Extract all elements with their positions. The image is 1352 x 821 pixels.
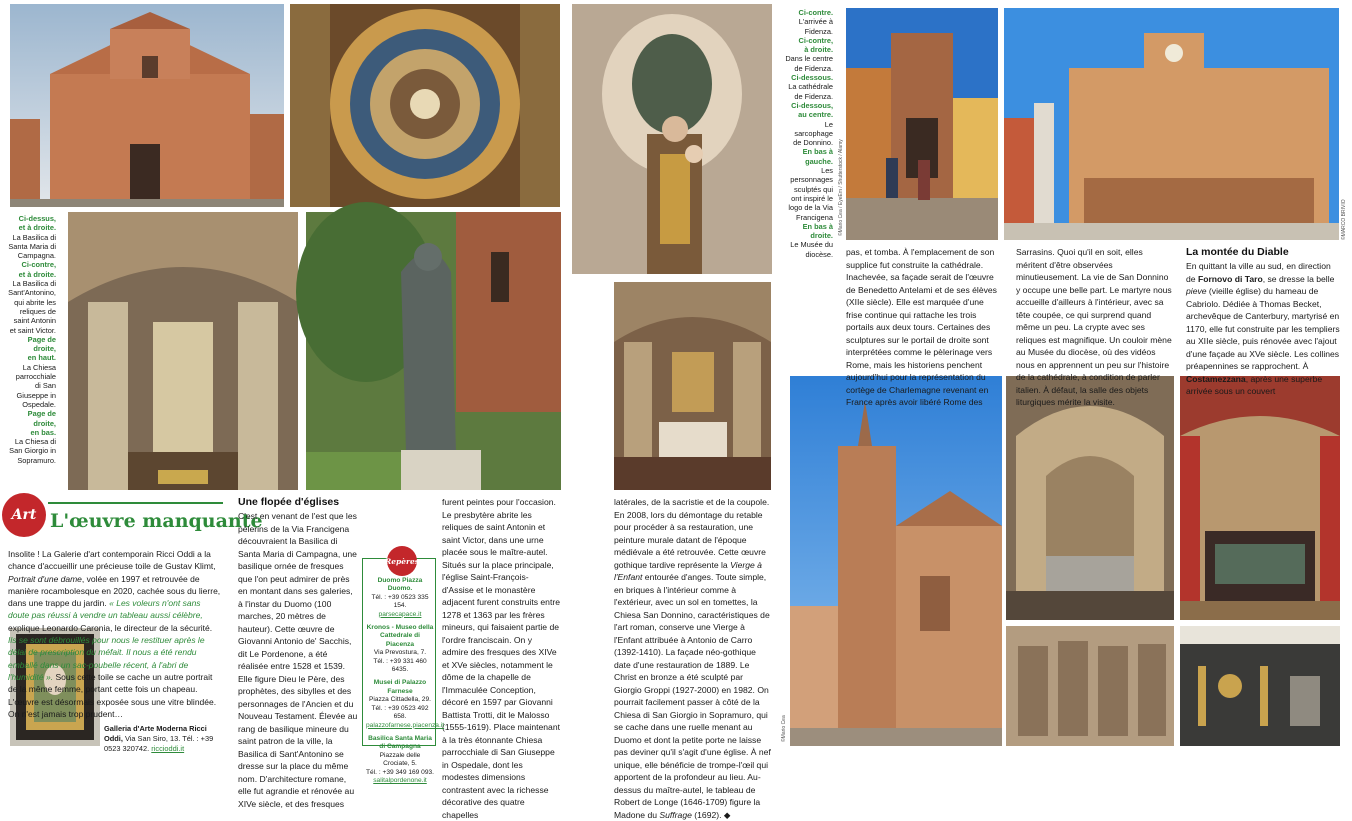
caption-heading: Ci-dessous. [791, 73, 833, 83]
caption-heading: Page de droite, [27, 409, 56, 428]
caption-entry [785, 45, 833, 73]
eglises-column-2 [442, 496, 560, 821]
column-3: latérales, de la sacristie et de la coupole. En 2008, lors du démontage du retable pour procéder à sa restauration, une peinture murale datant de l'époque médiévale a été retrouvée. Cette œuvre gothique tardive représente la Vierge à l'Enfant entourée d'anges. Toute simple, en briques à l'intérieur comme à l'extérieur, avec un sol en tomettes, la Chiesa San Donnino, caractéristiques de l'art roman, conserve une Vierge à l'Enfant attribuée à Antonio de Carro (1392-1410). La façade néo-gothique date d'une restauration de 1889. Le Christ en bronze a été sculpté par Giorgio Groppi (1927-2000) en 1982. On pourrait facilement passer à côté de la Chiesa di San Giorgio in Sopramuro, qui se cache dans une ruelle menant au Duomo et dont la petite porte ne laisse pas deviner qu'il s'agit d'une église. À nef unique, elle bénéficie de trompe-l'œil qui apportent de la profondeur au lieu. Au-dessus du maître-autel, le tableau de Robert de Longe (1646-1709) figure la Madone du Suffrage (1692). ◆ [614, 497, 771, 820]
caption-text: Le Musée du diocèse. [790, 240, 833, 259]
caption-heading: et à droite. [18, 223, 56, 233]
column-5: Sarrasins. Quoi qu'il en soit, elles méritent d'être observées minutieusement. La vie de San Donnino y occupe une belle part. Le martyre nous accueille d'ailleurs à l'intérieur, avec sa tête coupée, ce qui surprend quand même un peu. La crypte avec ses reliques est magnifique. Un couloir mène au Musée du diocèse, où des vidéos nous en apprennent un peu sur l'histoire de la cathédrale, à condition de parler italien. À défaut, la salle des objets liturgiques mérite la visite. [1016, 247, 1172, 407]
reperes-item-link[interactable]: palazzofarnese.piacenza.it [366, 721, 445, 729]
caption-heading: Page de droite, [27, 334, 56, 354]
caption-entry [8, 270, 56, 335]
reperes-badge: Repères [387, 546, 417, 576]
caption-heading: à droite. [804, 45, 833, 55]
caption-entry [8, 428, 56, 465]
photo-fidenza-cathedral [790, 376, 1002, 746]
caption-entry [785, 8, 833, 36]
reperes-item-line: Piazza Cittadella, 29. [369, 696, 431, 704]
caption-entry [785, 36, 833, 45]
caption-entry [785, 222, 833, 259]
photo-credit-1: ©Mario Cea / EyeEm / Shutterstock / Alamy [838, 139, 844, 236]
caption-entry [785, 147, 833, 221]
eglises-column-1 [238, 496, 358, 810]
caption-right [785, 8, 833, 259]
caption-text: La cathédrale de Fidenza. [788, 82, 833, 101]
photo-diocese-room [1180, 376, 1340, 620]
reperes-item-name: Duomo Piazza Duomo. [377, 577, 423, 593]
caption-heading: Ci-contre, [21, 260, 56, 270]
gallery-link[interactable]: riccioddi.it [151, 744, 185, 753]
reperes-item-link[interactable]: parsecapace.it [378, 610, 422, 618]
caption-entry [8, 409, 56, 428]
photo-credit-3: ©Mario Cea [781, 715, 787, 742]
caption-heading: en bas. [30, 427, 56, 437]
art-badge: Art [2, 493, 46, 537]
caption-left [8, 214, 56, 465]
photo-carved-figures [1006, 626, 1174, 746]
reperes-item-name: Kronos - Museo della Cattedrale di Piacenza [366, 624, 434, 648]
reperes-item-line: Via Prevostura, 7. [373, 649, 427, 657]
art-gallery-address: Galleria d'Arte Moderna Ricci Oddi, Via San Siro, 13. Tél. : +39 0523 320742. riccioddi.it [104, 724, 214, 753]
reperes-item-line: Tél. : +39 331 460 6435. [373, 657, 427, 674]
reperes-item-line: Piazzale delle Crociate, 5. [379, 751, 421, 768]
art-title: L'œuvre manquante [50, 510, 263, 532]
photo-credit-2: ©MARCO BRIVIO [1341, 199, 1347, 240]
caption-heading: Ci-dessous, [791, 100, 833, 110]
photo-fidenza-centre [1004, 8, 1339, 240]
photo-san-giorgio-interior [614, 282, 771, 490]
caption-heading: au centre. [798, 110, 833, 120]
photo-sarcophagus-donnino [1006, 376, 1174, 620]
caption-entry [8, 335, 56, 354]
reperes-item-link[interactable]: salitalpordenone.it [373, 776, 427, 784]
caption-text: Les personnages sculptés qui ont inspiré le logo de la Via Francigena [788, 166, 833, 222]
caption-text: La Chiesa di San Giorgio in Sopramuro. [9, 437, 56, 465]
caption-heading: Ci-contre. [798, 8, 833, 17]
caption-text: La Basilica di Sant'Antonino, qui abrite les reliques de saint Antonin et saint Victor. [8, 279, 56, 335]
photo-sant-antonino-interior [68, 212, 298, 490]
caption-heading: en haut. [27, 353, 56, 363]
reperes-item-name: Basilica Santa Maria di Campagna [368, 734, 432, 751]
caption-text: Dans le centre de Fidenza. [785, 54, 833, 73]
photo-santa-maria-campagna [10, 4, 284, 207]
caption-entry [8, 260, 56, 269]
caption-heading: et à droite. [18, 269, 56, 279]
photo-arrival-fidenza [846, 8, 998, 240]
column-4: pas, et tomba. À l'emplacement de son supplice fut construite la cathédrale. Inachevée, sa façade serait de l'œuvre de Benedetto Antelami et de ses élèves (XIIe siècle). Elle est marquée d'une frise continue qui rattache les trois portails aux deux tours. Certaines des sculptures sur le portail de droite sont interprétées comme le pèlerinage vers Rome, mais les historiens penchent aujourd'hui pour la représentation du cortège de Charlemagne revenant en France après avoir libéré Rome des [846, 247, 997, 407]
caption-entry [8, 223, 56, 260]
reperes-item-line: Tél. : +39 0523 492 658. [371, 704, 429, 721]
caption-text: L'arrivée à Fidenza. [798, 17, 833, 36]
column-6: La montée du Diable En quittant la ville au sud, en direction de Fornovo di Taro, se dresse la belle pieve (vieille église) du hameau de Cabriolo. Dédiée à Thomas Becket, archevêque de Canterbury, martyrisé en 1170, elle fut construite par les templiers au XIIe siècle, puis rénovée avec l'ajout d'une façade au XVe siècle. Les collines préapennines se rapprochent. À Costamezzana, après une superbe arrivée sous un couvert [1186, 246, 1340, 396]
caption-heading: En bas à droite. [802, 221, 833, 241]
reperes-list [366, 577, 445, 790]
caption-heading: Ci-contre, [798, 35, 833, 45]
photo-san-giuseppe-statue [572, 4, 772, 274]
caption-entry [785, 73, 833, 101]
reperes-item-name: Musei di Palazzo Farnese [373, 679, 427, 695]
reperes-item-line: Tél. : +39 349 169 093. [366, 768, 435, 776]
caption-text: La Chiesa parrocchiale di San Giuseppe in Ospedale. [15, 362, 56, 409]
art-text: Insolite ! La Galerie d'art contemporain Ricci Oddi a la chance d'accueillir une précieuse toile de Gustav Klimt, Portrait d'une dame, volée en 1997 et retrouvée de manière rocambolesque en 2020, cachée sous du lierre, dans une trappe du jardin. « Les voleurs n'ont sans doute pas réussi à vendre un tableau aussi célèbre, explique Leonardo Caronia, le directeur de la sécurité. Ils se sont débrouillés pour nous le restituer après le délai de prescription du méfait. Il nous a été rendu emballé dans un sac-poubelle récent, à l'abri de l'humidité ». Sous cette toile se cache un autre portrait de la même femme, portant cette fois un chapeau. L'œuvre est désormais exposée sous une vitre blindée. On n'est jamais trop prudent… [8, 549, 221, 719]
caption-entry [785, 110, 833, 147]
montee-heading: La montée du Diable [1186, 246, 1289, 258]
eglises-body: C'est en venant de l'est que les pèlerins de la Via Francigena découvraient la Basilica di Santa Maria di Campagna, une basilique ornée de fresques que l'on peut admirer de près en montant dans ses galeries, à l'instar du Duomo (100 marches, 20 mètres de hauteur). Cette œuvre de Giovanni Antonio de' Sacchis, dit Le Pordenone, a été réalisée entre 1528 et 1539. Elle figure Dieu le Père, des prophètes, des sibylles et des personnages de l'Ancien et du Nouveau Testament. Élevée au rang de basilique mineure du saint patron de la ville, la Basilica di Sant'Antonino se dresse sur la place du même nom. D'architecture romane, elle fut agrandie et rénovée au XIVe siècle, et des fresques [238, 511, 358, 809]
photo-bronze-statue-garden [306, 212, 561, 490]
caption-heading: En bas à gauche. [802, 147, 833, 166]
eglises-heading: Une flopée d'églises [238, 496, 340, 508]
eglises-body-2: furent peintes pour l'occasion. Le presbytère abrite les reliques de saint Antonin et saint Victor, dans une urne placée sous le maître-autel. Situés sur la place principale, l'église Saint-François-d'Assise et le monastère adjacent furent construits entre 1278 et 1363 par les frères mineurs, qui faisaient partie de l'ordre franciscain. On y admire des fresques des XIVe et XVe siècles, notamment le dôme de la chapelle de l'Immaculée Conception, décoré en 1597 par Giovanni Battista Trotti, dit le Malosso (1555-1619). Place maintenant à la très étonnante Chiesa parrocchiale di San Giuseppe in Ospedale, dont les modestes dimensions contrastent avec la richesse décorative des quatre chapelles [442, 497, 561, 820]
caption-text: La Basilica di Santa Maria di Campagna. [8, 232, 56, 261]
photo-liturgical-objects [1180, 626, 1340, 746]
art-rule [48, 502, 223, 504]
caption-text: Le sarcophage de Donnino. [793, 119, 833, 148]
caption-entry [8, 214, 56, 223]
photo-dome-frescoes [290, 4, 560, 207]
caption-heading: Ci-dessus, [18, 214, 56, 223]
caption-entry [8, 353, 56, 409]
caption-entry [785, 101, 833, 110]
reperes-item-line: Tél. : +39 0523 335 154. [371, 593, 429, 610]
